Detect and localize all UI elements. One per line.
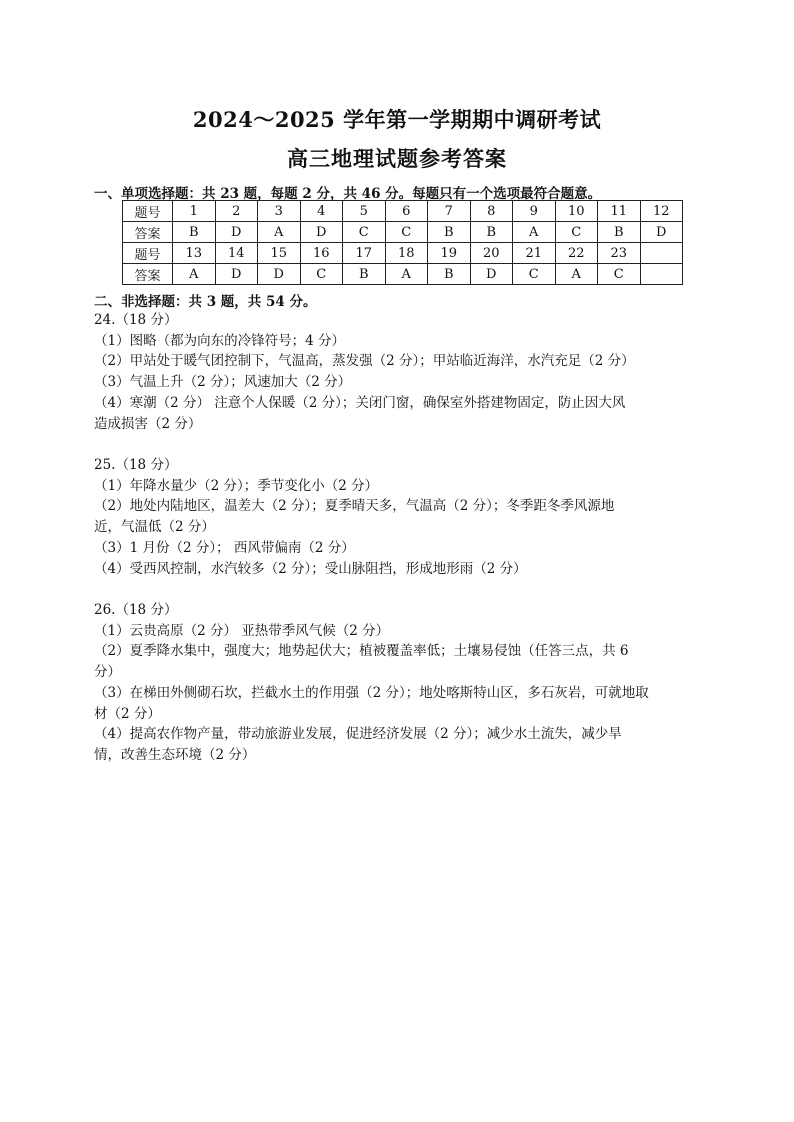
table-cell: D [640, 222, 683, 243]
table-cell: 20 [470, 243, 513, 264]
table-cell: 13 [173, 243, 216, 264]
answer-line: （1）图略（都为向东的冷锋符号；4 分） [94, 332, 345, 349]
table-cell: 18 [385, 243, 428, 264]
answer-line: 造成损害（2 分） [94, 415, 202, 432]
table-cell: 6 [385, 201, 428, 222]
table-cell: D [300, 222, 343, 243]
table-cell: C [598, 264, 641, 285]
table-cell: D [470, 264, 513, 285]
table-cell: 8 [470, 201, 513, 222]
table-cell: C [555, 222, 598, 243]
table-cell: C [513, 264, 556, 285]
answer-line: 情，改善生态环境（2 分） [94, 746, 256, 763]
exam-title: 2024～2025 学年第一学期期中调研考试 [192, 107, 602, 132]
section-1-heading: 一、单项选择题：共 23 题，每题 2 分，共 46 分。每题只有一个选项最符合题意。 [94, 186, 602, 202]
table-cell: A [385, 264, 428, 285]
table-cell: 12 [640, 201, 683, 222]
answer-key-title: 高三地理试题参考答案 [287, 146, 507, 171]
table-cell: 21 [513, 243, 556, 264]
row-label-answer: 答案 [123, 264, 173, 285]
answer-line: 26.（18 分） [94, 602, 178, 618]
table-cell: 7 [428, 201, 471, 222]
answer-line: （3）1 月份（2 分）； 西风带偏南（2 分） [94, 539, 355, 556]
row-label-question: 题号 [123, 201, 173, 222]
table-cell: 4 [300, 201, 343, 222]
table-cell: A [555, 264, 598, 285]
answer-line: （3）在梯田外侧砌石坎，拦截水土的作用强（2 分）；地处喀斯特山区，多石灰岩，可就地取 [94, 684, 649, 701]
answer-line: （1）年降水量少（2 分）；季节变化小（2 分） [94, 477, 379, 494]
table-cell: B [598, 222, 641, 243]
question-24-answers [94, 310, 714, 434]
table-cell: B [428, 222, 471, 243]
answer-line: （3）气温上升（2 分）；风速加大（2 分） [94, 374, 352, 391]
answer-line: 25.（18 分） [94, 457, 178, 473]
table-cell: 15 [258, 243, 301, 264]
answer-line: 分） [94, 664, 121, 681]
answer-line: 材（2 分） [94, 705, 161, 722]
table-cell: C [300, 264, 343, 285]
table-cell: 3 [258, 201, 301, 222]
table-cell: 11 [598, 201, 641, 222]
table-cell: C [385, 222, 428, 243]
answer-line: （1）云贵高原（2 分） 亚热带季风气候（2 分） [94, 622, 390, 639]
table-cell: C [343, 222, 386, 243]
table-cell: A [513, 222, 556, 243]
table-cell: 16 [300, 243, 343, 264]
table-cell: D [258, 264, 301, 285]
row-label-question: 题号 [123, 243, 173, 264]
table-cell: D [215, 264, 258, 285]
answer-line: （4）受西风控制，水汽较多（2 分）；受山脉阻挡，形成地形雨（2 分） [94, 560, 527, 577]
table-cell: 1 [173, 201, 216, 222]
section-2-heading: 二、非选择题：共 3 题，共 54 分。 [94, 294, 317, 310]
table-cell: 2 [215, 201, 258, 222]
table-cell: A [258, 222, 301, 243]
table-cell: 9 [513, 201, 556, 222]
answer-line: 近，气温低（2 分） [94, 519, 215, 536]
answer-line: （2）甲站处于暖气团控制下，气温高，蒸发强（2 分）；甲站临近海洋，水汽充足（2 分） [94, 353, 635, 370]
table-cell: 23 [598, 243, 641, 264]
answer-table [122, 200, 683, 285]
table-cell: 22 [555, 243, 598, 264]
table-cell: 17 [343, 243, 386, 264]
answer-line: （2）夏季降水集中，强度大；地势起伏大；植被覆盖率低；土壤易侵蚀（任答三点，共 6 [94, 643, 629, 660]
table-row-answers-1 [123, 222, 683, 243]
table-cell: B [173, 222, 216, 243]
answer-line: （4）提高农作物产量，带动旅游业发展，促进经济发展（2 分）；减少水土流失，减少旱 [94, 726, 622, 743]
table-cell: D [215, 222, 258, 243]
table-row-question-numbers-2 [123, 243, 683, 264]
table-cell: B [343, 264, 386, 285]
table-cell [640, 243, 683, 264]
table-cell: 5 [343, 201, 386, 222]
table-row-answers-2 [123, 264, 683, 285]
answer-line: 24.（18 分） [94, 312, 178, 328]
table-cell: 10 [555, 201, 598, 222]
question-25-answers [94, 455, 714, 579]
table-row-question-numbers-1 [123, 201, 683, 222]
table-cell: 19 [428, 243, 471, 264]
table-cell: 14 [215, 243, 258, 264]
table-cell: B [470, 222, 513, 243]
table-cell: A [173, 264, 216, 285]
table-cell: B [428, 264, 471, 285]
question-26-answers [94, 600, 714, 766]
answer-line: （2）地处内陆地区，温差大（2 分）；夏季晴天多，气温高（2 分）；冬季距冬季风源地 [94, 498, 615, 515]
table-cell [640, 264, 683, 285]
answer-line: （4）寒潮（2 分） 注意个人保暖（2 分）；关闭门窗，确保室外搭建物固定，防止因大风 [94, 394, 626, 411]
row-label-answer: 答案 [123, 222, 173, 243]
